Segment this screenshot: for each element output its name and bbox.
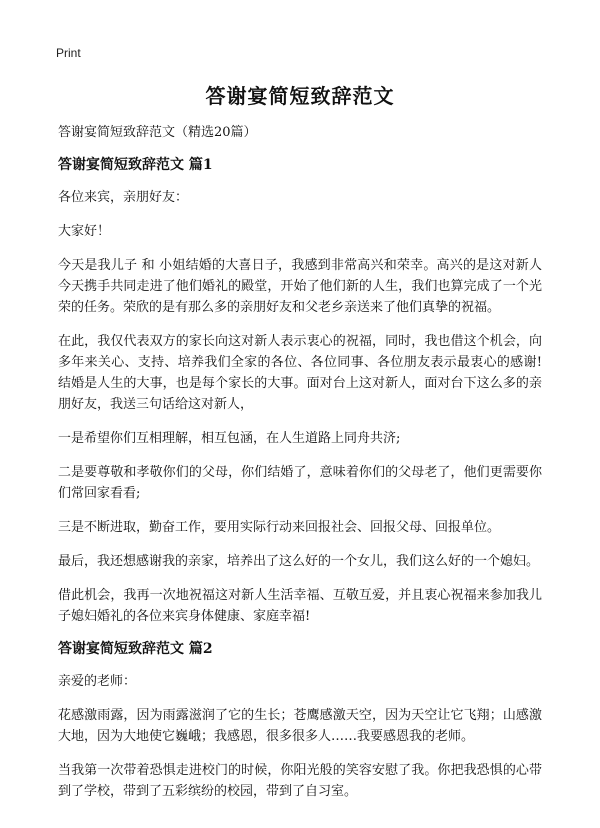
document-title: 答谢宴简短致辞范文	[205, 84, 395, 108]
paragraph: 二是要尊敬和孝敬你们的父母，你们结婚了，意味着你们的父母老了，他们更需要你们常回家看看;	[58, 465, 542, 501]
paragraph: 大家好！	[58, 224, 111, 239]
paragraph: 借此机会，我再一次地祝福这对新人生活幸福、互敬互爱，并且衷心祝福来参加我儿子媳妇婚礼的各位来宾身体健康、家庭幸福!	[58, 588, 542, 624]
section-1	[58, 156, 542, 627]
section-heading: 答谢宴简短致辞范文 篇2	[58, 641, 213, 657]
paragraph: 当我第一次带着恐惧走进校门的时候，你阳光般的笑容安慰了我。你把我恐惧的心带到了学校，带到了五彩缤纷的校园，带到了自习室。	[58, 763, 542, 799]
paragraph: 亲爱的老师：	[58, 674, 137, 689]
paragraph: 今天是我儿子 和 小姐结婚的大喜日子，我感到非常高兴和荣幸。高兴的是这对新人今天携手共同走进了他们婚礼的殿堂，开始了他们新的人生，我们也算完成了一个光荣的任务。荣欣的是有那么多的亲朋好友和父老乡亲送来了他们真挚的祝福。	[58, 258, 542, 315]
section-2	[58, 640, 542, 802]
paragraph: 一是希望你们互相理解，相互包涵，在人生道路上同舟共济;	[58, 431, 401, 446]
print-link[interactable]: Print	[56, 46, 81, 60]
paragraph: 花感激雨露，因为雨露滋润了它的生长；苍鹰感激天空，因为天空让它飞翔；山感激大地，因为大地使它巍峨；我感恩，很多很多人……我要感恩我的老师。	[58, 708, 542, 744]
paragraph: 各位来宾，亲朋好友：	[58, 190, 189, 205]
paragraph: 在此，我仅代表双方的家长向这对新人表示衷心的祝福，同时，我也借这个机会，向多年来关心、支持、培养我们全家的各位、各位同事、各位朋友表示最衷心的感谢!结婚是人生的大事，也是每个家长的大事。面对台上这对新人，面对台下这么多的亲朋好友，我送三句话给这对新人，	[58, 334, 542, 412]
document-subtitle: 答谢宴简短致辞范文（精选20篇）	[58, 125, 257, 140]
paragraph: 最后，我还想感谢我的亲家，培养出了这么好的一个女儿，我们这么好的一个媳妇。	[58, 554, 540, 569]
section-heading: 答谢宴简短致辞范文 篇1	[58, 157, 213, 173]
paragraph: 三是不断进取，勤奋工作，要用实际行动来回报社会、回报父母、回报单位。	[58, 520, 501, 535]
